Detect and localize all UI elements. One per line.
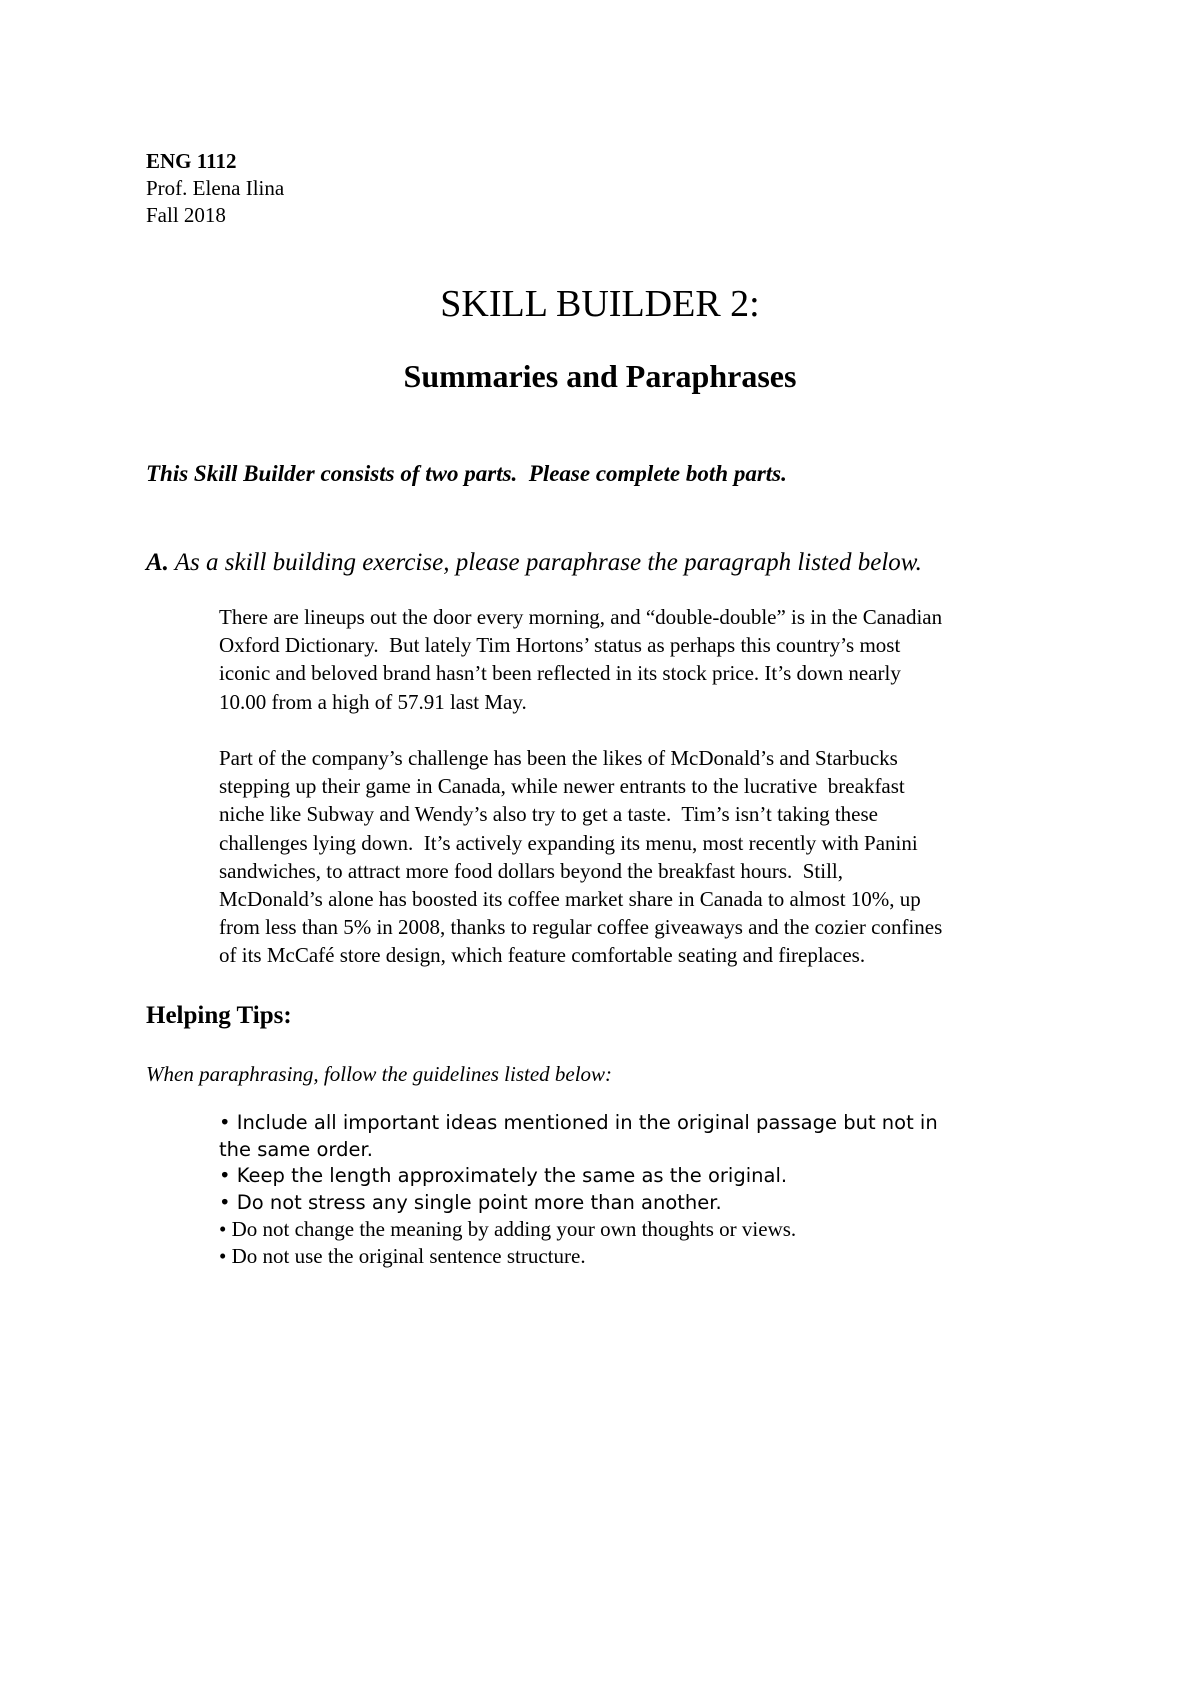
tip-item: • Do not change the meaning by adding your own thoughts or views. <box>219 1217 797 1242</box>
tip-item: • Keep the length approximately the same as the original. <box>219 1164 788 1188</box>
passage-line: iconic and beloved brand hasn’t been reflected in its stock price. It’s down nearly <box>219 661 901 686</box>
passage-line: stepping up their game in Canada, while newer entrants to the lucrative breakfast <box>219 774 905 799</box>
passage-line: 10.00 from a high of 57.91 last May. <box>219 689 527 714</box>
professor-name: Prof. Elena Ilina <box>146 176 285 200</box>
passage-line: Part of the company’s challenge has been the likes of McDonald’s and Starbucks <box>219 746 898 770</box>
section-a-letter: A. <box>146 549 169 576</box>
course-code: ENG 1112 <box>146 149 237 173</box>
tips-intro: When paraphrasing, follow the guidelines listed below: <box>146 1062 613 1086</box>
tips-list <box>219 1110 1099 1270</box>
term: Fall 2018 <box>146 203 226 227</box>
passage-paragraph-2 <box>219 744 1079 970</box>
passage-line: Oxford Dictionary. But lately Tim Hortons’ status as perhaps this country’s most <box>219 633 901 658</box>
tip-item: • Include all important ideas mentioned in the original passage but not in <box>219 1111 938 1134</box>
passage-line: There are lineups out the door every morning, and “double-double” is in the Canadian <box>219 605 943 629</box>
passage-paragraph-1 <box>219 603 1079 716</box>
passage-line: niche like Subway and Wendy’s also try to get a taste. Tim’s isn’t taking these <box>219 802 878 827</box>
section-a-heading <box>146 547 922 579</box>
passage-line: from less than 5% in 2008, thanks to regular coffee giveaways and the cozier confines <box>219 915 943 940</box>
intro-instruction: This Skill Builder consists of two parts. Please complete both parts. <box>146 461 787 486</box>
section-a-instruction: As a skill building exercise, please paraphrase the paragraph listed below. <box>174 549 922 576</box>
document-title: SKILL BUILDER 2: <box>440 283 760 325</box>
passage-line: of its McCafé store design, which feature comfortable seating and fireplaces. <box>219 943 866 968</box>
course-header <box>146 148 284 229</box>
document-subtitle: Summaries and Paraphrases <box>403 358 797 394</box>
tip-item: • Do not stress any single point more than another. <box>219 1190 722 1214</box>
passage-line: sandwiches, to attract more food dollars beyond the breakfast hours. Still, <box>219 858 844 883</box>
tip-item-continuation: the same order. <box>219 1137 373 1161</box>
passage-line: challenges lying down. It’s actively expanding its menu, most recently with Panini <box>219 830 918 855</box>
tip-item: • Do not use the original sentence structure. <box>219 1243 586 1268</box>
tips-heading: Helping Tips: <box>146 1002 292 1029</box>
passage-line: McDonald’s alone has boosted its coffee market share in Canada to almost 10%, up <box>219 887 921 912</box>
